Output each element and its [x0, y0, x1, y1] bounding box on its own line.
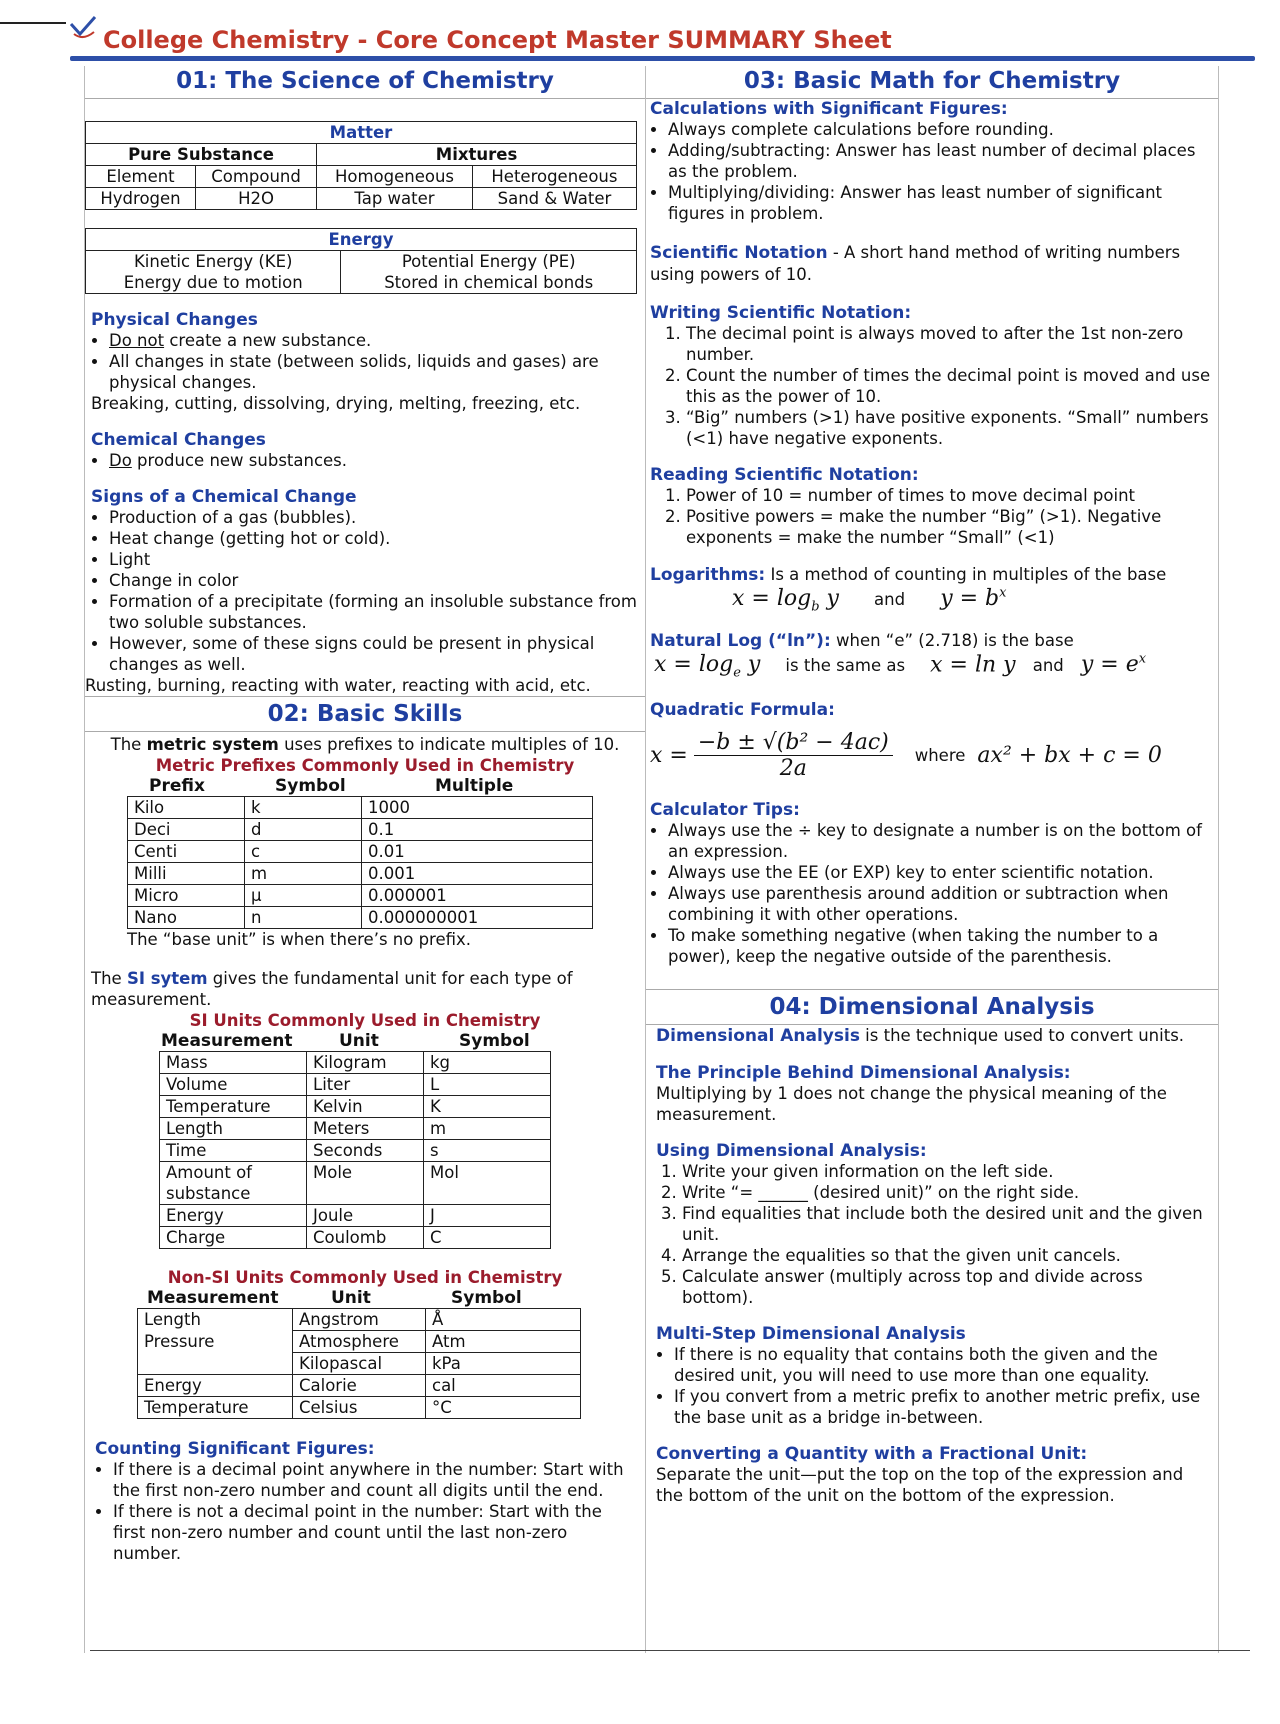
- matter-cell: Hydrogen: [86, 188, 196, 210]
- section-02-title: 02: Basic Skills: [85, 697, 645, 732]
- matter-title: Matter: [86, 122, 637, 144]
- dimensional-intro: Dimensional Analysis is the technique used to convert units.: [656, 1026, 1185, 1046]
- si-headers: Measurement Unit Symbol: [161, 1031, 530, 1051]
- reading-sci-list: [650, 485, 1212, 548]
- list-item: 3. Find equalities that include both the desired unit and the given unit.: [682, 1203, 1212, 1245]
- nonsi-headers: Measurement Unit Symbol: [147, 1288, 522, 1308]
- sigfig-list: [95, 1459, 639, 1564]
- nonsi-table-title: Non-SI Units Commonly Used in Chemistry: [167, 1268, 563, 1287]
- list-item: • Do not create a new substance.: [109, 330, 639, 351]
- sci-notation-def: Scientific Notation - A short hand method of writing numbers using powers of 10.: [650, 243, 1181, 284]
- section-04-title: 04: Dimensional Analysis: [646, 989, 1218, 1025]
- chemical-changes-list: [91, 450, 639, 471]
- matter-cell: Homogeneous: [317, 166, 473, 188]
- ln-equation: $x = \log_e y$ is the same as x = ln y and $y = e^x$: [654, 652, 1147, 681]
- list-item: • Production of a gas (bubbles).: [109, 507, 639, 528]
- energy-cell: Kinetic Energy (KE): [86, 251, 341, 273]
- list-item: 1. Write your given information on the left side.: [682, 1161, 1212, 1182]
- list-item: • However, some of these signs could be present in physical changes as well.: [109, 633, 639, 675]
- list-item: 1. Power of 10 = number of times to move decimal point: [686, 485, 1212, 506]
- chemical-examples: Rusting, burning, reacting with water, reacting with acid, etc.: [85, 675, 645, 697]
- log-def: Logarithms: Is a method of counting in multiples of the base: [650, 565, 1167, 585]
- multi-step-list: [656, 1344, 1212, 1428]
- energy-table: [85, 228, 637, 294]
- list-item: • If there is not a decimal point in the number: Start with the first non-zero number and count until the last non-zero number.: [113, 1501, 639, 1564]
- left-column: [84, 66, 646, 1653]
- principle-text: Multiplying by 1 does not change the physical meaning of the measurement.: [656, 1084, 1167, 1124]
- energy-cell: Energy due to motion: [86, 272, 341, 294]
- list-item: • To make something negative (when taking the number to a power), keep the negative outside of the parenthesis.: [668, 925, 1212, 967]
- list-item: 2. Positive powers = make the number “Big” (>1). Negative exponents = make the number “Small” (<1): [686, 506, 1212, 548]
- list-item: 5. Calculate answer (multiply across top and divide across bottom).: [682, 1266, 1212, 1308]
- using-da-title: Using Dimensional Analysis:: [656, 1141, 927, 1161]
- metric-intro: The metric system uses prefixes to indicate multiples of 10.: [110, 735, 620, 754]
- table-row: Time Seconds s: [160, 1140, 551, 1162]
- list-item: • Light: [109, 549, 639, 570]
- physical-changes-title: Physical Changes: [91, 310, 258, 330]
- principle-title: The Principle Behind Dimensional Analysis:: [656, 1063, 1071, 1083]
- quadratic-title: Quadratic Formula:: [650, 700, 835, 720]
- table-row: Length Angstrom Å: [138, 1309, 581, 1331]
- base-unit-note: The “base unit” is when there’s no prefix.: [127, 930, 472, 949]
- list-item: • Always use parenthesis around addition or subtraction when combining it with other operations.: [668, 883, 1212, 925]
- list-item: • If there is a decimal point anywhere in the number: Start with the first non-zero number and count all digits until the end.: [113, 1459, 639, 1501]
- matter-table: [85, 121, 637, 210]
- energy-cell: Potential Energy (PE): [341, 251, 637, 273]
- table-row: Volume Liter L: [160, 1074, 551, 1096]
- physical-changes-list: [91, 330, 639, 393]
- checkmark-logo-icon: [68, 14, 98, 44]
- using-da-list: [656, 1161, 1212, 1308]
- list-item: • Adding/subtracting: Answer has least number of decimal places as the problem.: [668, 140, 1212, 182]
- prefix-table-title: Metric Prefixes Commonly Used in Chemistry: [155, 756, 575, 775]
- matter-cell: Tap water: [317, 188, 473, 210]
- matter-cell: Heterogeneous: [472, 166, 636, 188]
- prefix-table: [127, 796, 593, 929]
- table-row: Temperature Celsius °C: [138, 1397, 581, 1419]
- table-row: Temperature Kelvin K: [160, 1096, 551, 1118]
- mixtures-header: Mixtures: [317, 144, 637, 166]
- list-item: • Do produce new substances.: [109, 450, 639, 471]
- sigfig-title: Counting Significant Figures:: [95, 1439, 375, 1459]
- list-item: • If you convert from a metric prefix to another metric prefix, use the base unit as a bridge in-between.: [674, 1386, 1212, 1428]
- fractional-unit-title: Converting a Quantity with a Fractional Unit:: [656, 1444, 1088, 1464]
- list-item: 4. Arrange the equalities so that the given unit cancels.: [682, 1245, 1212, 1266]
- list-item: • Always use the ÷ key to designate a number is on the bottom of an expression.: [668, 820, 1212, 862]
- quadratic-formula: x = $\frac{\text{−b ± √(b² − 4ac)}}{2a}$ where ax² + bx + c = 0: [650, 729, 1162, 781]
- matter-cell: Sand & Water: [472, 188, 636, 210]
- calc-sigfig-list: [650, 119, 1212, 224]
- page-title: College Chemistry - Core Concept Master SUMMARY Sheet: [103, 26, 892, 54]
- matter-cell: Compound: [196, 166, 317, 188]
- list-item: • All changes in state (between solids, liquids and gases) are physical changes.: [109, 351, 639, 393]
- list-item: 3. “Big” numbers (>1) have positive exponents. “Small” numbers (<1) have negative exponents.: [686, 407, 1212, 449]
- header-left-rule: [0, 22, 66, 24]
- fractional-unit-text: Separate the unit—put the top on the top of the expression and the bottom of the unit on the bottom of the expression.: [656, 1465, 1184, 1505]
- section-03-title: 03: Basic Math for Chemistry: [646, 66, 1218, 99]
- list-item: 1. The decimal point is always moved to after the 1st non-zero number.: [686, 323, 1212, 365]
- table-row: Centi c 0.01: [128, 841, 593, 863]
- energy-title: Energy: [86, 229, 637, 251]
- table-row: Micro μ 0.000001: [128, 885, 593, 907]
- ln-def: Natural Log (“ln”): when “e” (2.718) is the base: [650, 631, 1074, 651]
- signs-list: [91, 507, 639, 675]
- table-row: Milli m 0.001: [128, 863, 593, 885]
- table-row: Kilopascal kPa: [138, 1353, 581, 1375]
- table-row: Nano n 0.000000001: [128, 907, 593, 929]
- calculator-tips-list: [650, 820, 1212, 967]
- log-equation: $x = \log_b y$ and $y = b^x$: [732, 586, 1007, 615]
- pure-substance-header: Pure Substance: [86, 144, 317, 166]
- list-item: • Always use the EE (or EXP) key to enter scientific notation.: [668, 862, 1212, 883]
- table-row: Kilo k 1000: [128, 797, 593, 819]
- table-row: Energy Joule J: [160, 1205, 551, 1227]
- list-item: • Heat change (getting hot or cold).: [109, 528, 639, 549]
- table-row: Length Meters m: [160, 1118, 551, 1140]
- matter-cell: H2O: [196, 188, 317, 210]
- matter-cell: Element: [86, 166, 196, 188]
- chemical-changes-title: Chemical Changes: [91, 430, 266, 450]
- calc-sigfig-title: Calculations with Significant Figures:: [650, 99, 1008, 119]
- table-row: Amount of substance Mole Mol: [160, 1162, 551, 1205]
- nonsi-units-table: [137, 1308, 581, 1419]
- list-item: 2. Write “= ______ (desired unit)” on the right side.: [682, 1182, 1212, 1203]
- table-row: Mass Kilogram kg: [160, 1052, 551, 1074]
- si-intro: The SI sytem gives the fundamental unit for each type of measurement.: [91, 969, 573, 1009]
- reading-sci-title: Reading Scientific Notation:: [650, 465, 919, 485]
- section-01-title: 01: The Science of Chemistry: [85, 66, 645, 99]
- header-rule: [70, 56, 1255, 61]
- list-item: • If there is no equality that contains both the given and the desired unit, you will need to use more than one equality.: [674, 1344, 1212, 1386]
- physical-examples: Breaking, cutting, dissolving, drying, melting, freezing, etc.: [91, 394, 581, 413]
- si-table-title: SI Units Commonly Used in Chemistry: [189, 1011, 541, 1030]
- footer-rule: [90, 1650, 1250, 1651]
- table-row: Energy Calorie cal: [138, 1375, 581, 1397]
- prefix-headers: Prefix Symbol Multiple: [149, 776, 514, 796]
- multi-step-title: Multi-Step Dimensional Analysis: [656, 1324, 966, 1344]
- list-item: • Multiplying/dividing: Answer has least number of significant figures in problem.: [668, 182, 1212, 224]
- list-item: • Formation of a precipitate (forming an insoluble substance from two soluble substances.: [109, 591, 639, 633]
- table-row: Charge Coulomb C: [160, 1227, 551, 1249]
- signs-title: Signs of a Chemical Change: [91, 487, 357, 507]
- si-units-table: [159, 1051, 551, 1249]
- list-item: • Always complete calculations before rounding.: [668, 119, 1212, 140]
- list-item: 2. Count the number of times the decimal point is moved and use this as the power of 10.: [686, 365, 1212, 407]
- writing-sci-title: Writing Scientific Notation:: [650, 303, 912, 323]
- list-item: • Change in color: [109, 570, 639, 591]
- writing-sci-list: [650, 323, 1212, 449]
- table-row: Deci d 0.1: [128, 819, 593, 841]
- right-column: [646, 66, 1219, 1653]
- table-row: Pressure Atmosphere Atm: [138, 1331, 581, 1353]
- energy-cell: Stored in chemical bonds: [341, 272, 637, 294]
- calculator-tips-title: Calculator Tips:: [650, 800, 800, 820]
